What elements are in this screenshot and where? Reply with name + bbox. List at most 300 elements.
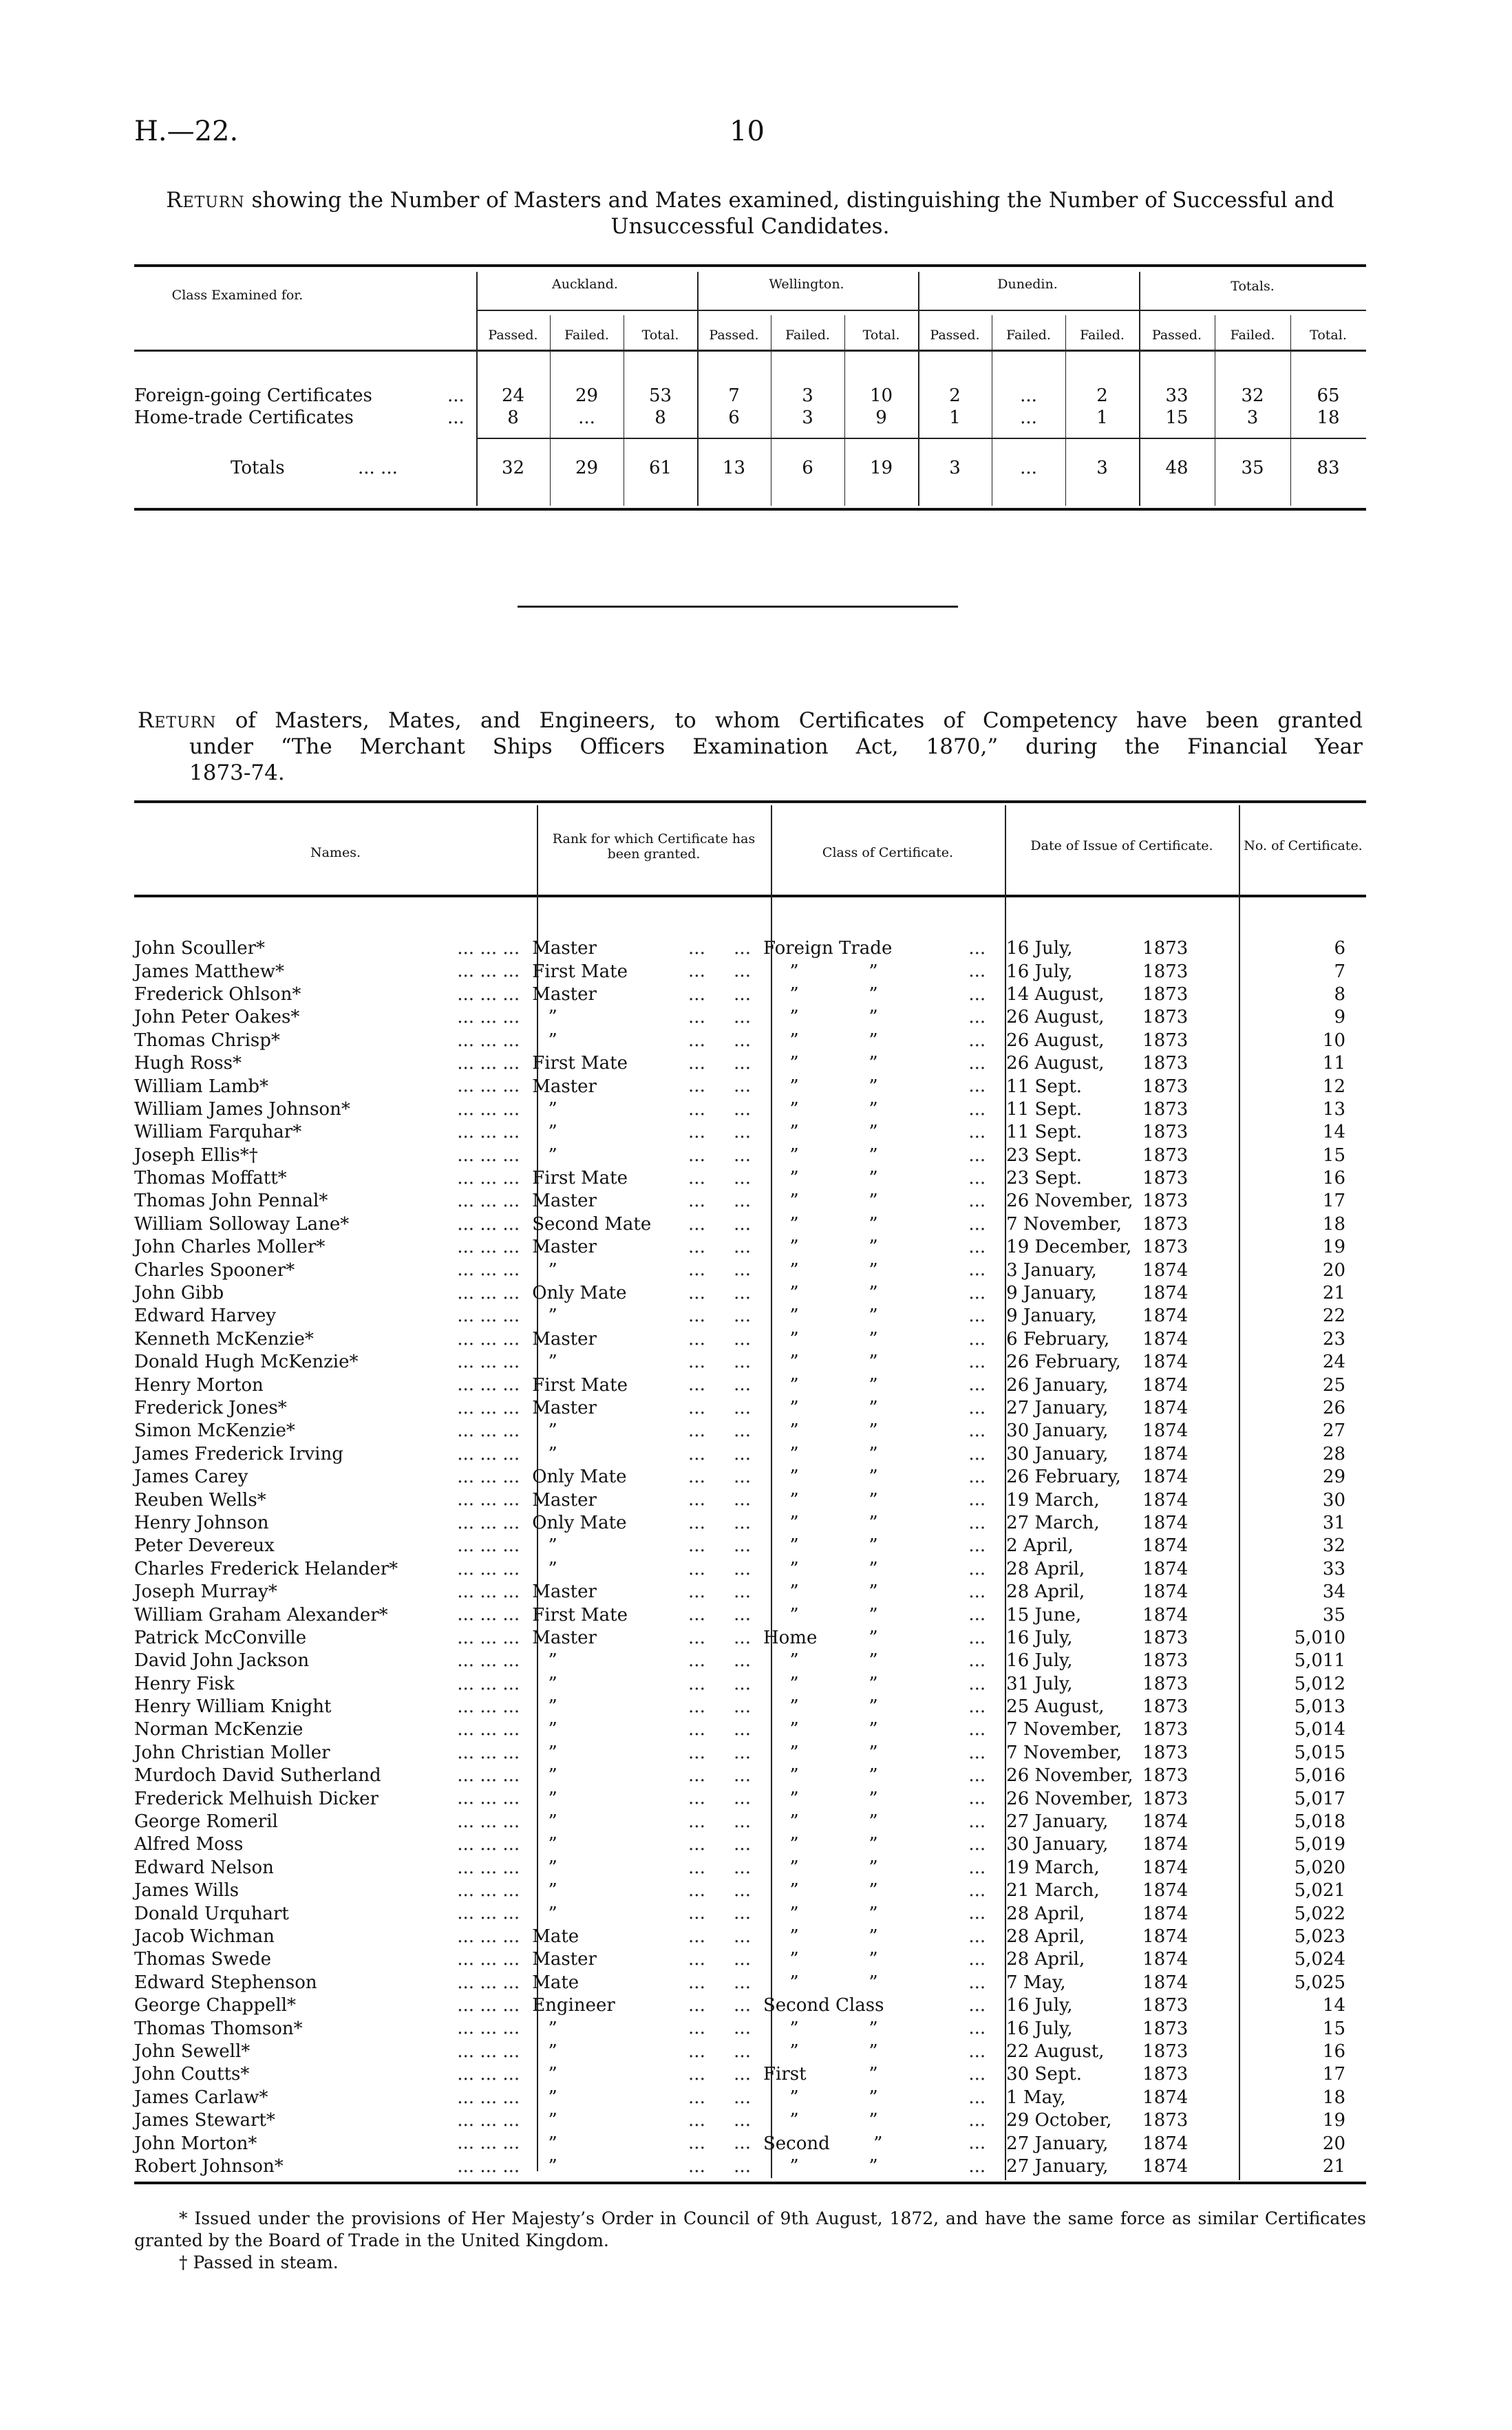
rank: Master: [532, 983, 597, 1005]
dot-leader: ... ... ...: [457, 1535, 520, 1557]
rank: ”: [548, 1696, 557, 1718]
cell-name: [134, 1972, 526, 1994]
issue-year: 1873: [1142, 2110, 1189, 2131]
table-cell: ...: [1020, 385, 1037, 406]
table-cell: 9: [875, 407, 887, 428]
rank: Master: [532, 1949, 597, 1970]
class-b: ”: [869, 1581, 878, 1603]
cell-certificate-no: 5,017: [1294, 1788, 1345, 1809]
cell-class: [758, 1121, 992, 1144]
issue-date: 19 December,: [1006, 1237, 1132, 1258]
dot-leader: ...: [968, 1076, 986, 1097]
class-b: ”: [869, 1489, 878, 1511]
dot-leader: ...: [968, 1673, 986, 1694]
table-cell: 1: [1096, 407, 1108, 428]
issue-year: 1874: [1142, 2087, 1189, 2108]
cell-rank: [526, 1466, 758, 1489]
cell-class: [758, 1696, 992, 1718]
person-name: Henry Johnson: [134, 1512, 269, 1533]
rank: Master: [532, 1627, 597, 1648]
issue-date: 1 May,: [1006, 2087, 1066, 2108]
issue-year: 1874: [1142, 1328, 1189, 1350]
cell-date: [992, 983, 1224, 1006]
cell-rank: [526, 1420, 758, 1442]
person-name: William James Johnson*: [134, 1098, 350, 1120]
cell-name: [134, 1765, 526, 1787]
class-b: ”: [869, 1213, 878, 1235]
cell-class: [758, 1603, 992, 1626]
cell-name: [134, 1351, 526, 1374]
dot-leader: ...: [968, 1443, 986, 1464]
class-b: ”: [869, 1949, 878, 1970]
table-cell: 7: [728, 385, 740, 406]
table-row: [134, 1581, 1366, 1603]
cell-name: [134, 1718, 526, 1741]
person-name: James Matthew*: [134, 961, 284, 982]
issue-date: 7 May,: [1006, 1972, 1066, 1993]
issue-year: 1873: [1142, 1053, 1189, 1074]
issue-year: 1874: [1142, 1880, 1189, 1901]
class-a: ”: [789, 2110, 799, 2131]
cell-rank: [526, 1902, 758, 1925]
dot-leader: ... ...: [688, 1305, 751, 1327]
issue-date: 31 July,: [1006, 1673, 1073, 1694]
person-name: Thomas John Pennal*: [134, 1191, 328, 1212]
rank: First Mate: [532, 961, 628, 982]
class-b: ”: [869, 1673, 878, 1694]
table-row: [134, 1098, 1366, 1121]
dot-leader: ... ...: [688, 1512, 751, 1533]
class-b: ”: [869, 1237, 878, 1258]
dot-leader: ... ...: [688, 1144, 751, 1166]
cell-certificate-no: 11: [1322, 1053, 1345, 1074]
dot-leader: ... ... ...: [457, 1880, 520, 1901]
dot-leader: ... ...: [688, 1788, 751, 1809]
dot-leader: ... ...: [688, 1650, 751, 1672]
cell-certificate-no: 19: [1322, 1237, 1345, 1258]
rank: Engineer: [532, 1995, 615, 2016]
document-series-code: H.—22.: [134, 116, 239, 147]
cell-date: [992, 1443, 1224, 1466]
cell-certificate-no: 27: [1322, 1420, 1345, 1442]
issue-year: 1873: [1142, 1627, 1189, 1648]
person-name: Donald Hugh McKenzie*: [134, 1352, 359, 1373]
return2-title: [138, 707, 1363, 786]
rank: ”: [548, 1857, 557, 1878]
cell-date: [992, 1833, 1224, 1856]
dot-leader: ... ...: [688, 1719, 751, 1740]
dot-leader: ...: [968, 1007, 986, 1028]
cell-rank: [526, 1603, 758, 1626]
cell-date: [992, 1558, 1224, 1581]
cell-class: [758, 1328, 992, 1351]
dot-leader: ...: [968, 1397, 986, 1418]
cell-date: [992, 2017, 1224, 2040]
person-name: Edward Harvey: [134, 1305, 277, 1327]
rank: ”: [548, 1811, 557, 1833]
table-row: [134, 960, 1366, 983]
issue-year: 1874: [1142, 1259, 1189, 1281]
cell-rank: [526, 1213, 758, 1236]
cell-certificate-no: 5,023: [1294, 1926, 1345, 1947]
cell-rank: [526, 1512, 758, 1535]
header-wellington: Wellington.: [769, 277, 844, 292]
cell-certificate-no: 14: [1322, 1122, 1345, 1143]
header-totals: Totals.: [1231, 279, 1275, 294]
cell-date: [992, 1351, 1224, 1374]
class-b: ”: [869, 1880, 878, 1901]
cell-class: [758, 1811, 992, 1833]
cell-certificate-no: 18: [1322, 1213, 1345, 1235]
cell-certificate-no: 5,013: [1294, 1696, 1345, 1718]
table-row: [134, 1627, 1366, 1650]
table-cell: ...: [1020, 407, 1037, 428]
dot-leader: ... ... ...: [457, 2155, 520, 2177]
dot-leader: ... ... ...: [457, 1788, 520, 1809]
class-a: Foreign Trade: [763, 938, 893, 959]
table2-top-rule: [134, 800, 1366, 803]
person-name: William Lamb*: [134, 1076, 269, 1097]
class-a: ”: [789, 1489, 799, 1511]
cell-date: [992, 1030, 1224, 1052]
footnote-asterisk: * Issued under the provisions of Her Majesty’s Order in Council of 9th August, 1872, and have the same force as similar Certificates granted by the Board of Trade in the United Kingdom.: [134, 2208, 1366, 2250]
issue-date: 19 March,: [1006, 1489, 1100, 1511]
table-cell: 1: [949, 407, 961, 428]
cell-class: [758, 1718, 992, 1741]
dot-leader: ...: [968, 961, 986, 982]
cell-rank: [526, 1075, 758, 1098]
dot-leader: ... ...: [688, 1972, 751, 1993]
dot-leader: ... ... ...: [457, 1030, 520, 1051]
dot-leader: ...: [968, 1420, 986, 1442]
dot-leader: ...: [968, 1512, 986, 1533]
rank: ”: [548, 1742, 557, 1763]
cell-class: [758, 1512, 992, 1535]
cell-rank: [526, 1282, 758, 1305]
dot-leader: ... ... ...: [457, 1122, 520, 1143]
table-cell: 33: [1165, 385, 1189, 406]
cell-name: [134, 1857, 526, 1879]
table-row: [134, 1305, 1366, 1328]
dot-leader: ... ... ...: [457, 1191, 520, 1212]
dot-leader: ... ...: [688, 1489, 751, 1511]
person-name: Henry William Knight: [134, 1696, 332, 1718]
header-class-examined: Class Examined for.: [171, 288, 304, 303]
class-b: ”: [869, 961, 878, 982]
table-cell: 8: [654, 407, 666, 428]
class-b: ”: [869, 1328, 878, 1350]
rank: Mate: [532, 1926, 579, 1947]
cell-certificate-no: 5,016: [1294, 1765, 1345, 1787]
rank: ”: [548, 1122, 557, 1143]
issue-date: 28 April,: [1006, 1926, 1085, 1947]
cell-rank: [526, 1742, 758, 1765]
dot-leader: ... ... ...: [457, 1673, 520, 1694]
class-a: ”: [789, 1467, 799, 1488]
cell-rank: [526, 1144, 758, 1167]
person-name: Charles Frederick Helander*: [134, 1558, 398, 1579]
row-label-home-trade: Home-trade Certificates: [134, 407, 354, 428]
cell-class: [758, 1926, 992, 1948]
class-b: ”: [869, 1398, 878, 1418]
cell-rank: [526, 2040, 758, 2063]
issue-date: 26 August,: [1006, 1007, 1105, 1028]
class-a: ”: [789, 1581, 799, 1603]
class-a: ”: [789, 1053, 799, 1074]
return1-title-lead: Return: [166, 188, 245, 213]
rank: ”: [548, 1098, 557, 1120]
cell-name: [134, 1558, 526, 1581]
cell-certificate-no: 5,020: [1294, 1857, 1345, 1878]
issue-year: 1873: [1142, 983, 1189, 1005]
class-b: ”: [869, 1742, 878, 1763]
issue-date: 26 November,: [1006, 1765, 1133, 1787]
cell-class: [758, 983, 992, 1006]
cell-class: [758, 1351, 992, 1374]
cell-rank: [526, 1236, 758, 1259]
cell-name: [134, 1742, 526, 1765]
person-name: Robert Johnson*: [134, 2155, 284, 2177]
class-a: ”: [789, 1949, 799, 1970]
class-a: Second: [763, 2133, 830, 2154]
person-name: George Chappell*: [134, 1995, 296, 2016]
cell-rank: [526, 1006, 758, 1029]
class-b: ”: [869, 1857, 878, 1878]
rank: ”: [548, 1420, 557, 1442]
class-a: ”: [789, 2040, 799, 2062]
issue-date: 14 August,: [1006, 983, 1105, 1005]
dot-leader: ...: [968, 1994, 986, 2016]
rank: First Mate: [532, 1168, 628, 1189]
rank: ”: [548, 2064, 557, 2085]
cell-certificate-no: 30: [1322, 1489, 1345, 1511]
cell-date: [992, 1305, 1224, 1328]
issue-date: 26 August,: [1006, 1030, 1105, 1051]
dot-leader: ... ...: [688, 1581, 751, 1602]
cell-rank: [526, 1972, 758, 1994]
cell-name: [134, 1236, 526, 1259]
person-name: John Sewell*: [134, 2040, 251, 2062]
subheader: Failed.: [564, 328, 609, 343]
dot-leader: ... ... ...: [457, 1213, 520, 1235]
issue-date: 26 November,: [1006, 1788, 1133, 1809]
issue-date: 16 July,: [1006, 1995, 1073, 2016]
dot-leader: ... ... ...: [457, 1972, 520, 1993]
dot-leader: ...: [968, 1282, 986, 1303]
issue-year: 1874: [1142, 2133, 1189, 2154]
cell-date: [992, 1742, 1224, 1765]
dot-leader: ... ... ...: [457, 1857, 520, 1878]
rank: ”: [548, 1030, 557, 1051]
class-b: ”: [869, 1627, 878, 1648]
dot-leader: ...: [968, 1696, 986, 1717]
cell-certificate-no: 34: [1322, 1581, 1345, 1603]
issue-date: 2 April,: [1006, 1535, 1074, 1557]
class-b: ”: [869, 2040, 878, 2062]
dot-leader: ...: [968, 1098, 986, 1120]
class-a: ”: [789, 1259, 799, 1281]
issue-date: 15 June,: [1006, 1604, 1082, 1626]
issue-year: 1873: [1142, 1765, 1189, 1787]
person-name: Kenneth McKenzie*: [134, 1328, 314, 1350]
dot-leader: ... ...: [688, 1834, 751, 1855]
cell-date: [992, 2040, 1224, 2063]
cell-date: [992, 960, 1224, 983]
cell-date: [992, 1121, 1224, 1144]
dot-leader: ... ... ...: [457, 961, 520, 982]
issue-date: 16 July,: [1006, 2018, 1073, 2039]
class-a: ”: [789, 1696, 799, 1718]
header-auckland: Auckland.: [552, 277, 618, 292]
dot-leader: ...: [968, 1834, 986, 1855]
person-name: Henry Fisk: [134, 1673, 235, 1694]
dot-leader: ...: [968, 1489, 986, 1511]
cell-rank: [526, 1581, 758, 1603]
dot-leader: ... ...: [688, 1535, 751, 1557]
issue-date: 26 February,: [1006, 1467, 1121, 1488]
issue-year: 1873: [1142, 1213, 1189, 1235]
issue-date: 26 November,: [1006, 1191, 1133, 1212]
cell-class: [758, 1535, 992, 1557]
issue-year: 1874: [1142, 1834, 1189, 1855]
issue-date: 7 November,: [1006, 1719, 1122, 1740]
person-name: Edward Nelson: [134, 1857, 274, 1878]
person-name: William Farquhar*: [134, 1122, 302, 1143]
rank: ”: [548, 2087, 557, 2108]
rank: First Mate: [532, 1053, 628, 1074]
class-b: ”: [869, 1788, 878, 1809]
person-name: Thomas Swede: [134, 1949, 271, 1970]
cell-name: [134, 1030, 526, 1052]
rank: ”: [548, 2040, 557, 2062]
cell-class: [758, 1489, 992, 1511]
person-name: Joseph Murray*: [134, 1581, 277, 1603]
cell-name: [134, 1787, 526, 1810]
dot-leader: ...: [968, 2040, 986, 2062]
dot-leader: ... ... ...: [457, 1627, 520, 1648]
class-a: ”: [789, 1352, 799, 1373]
cell-name: [134, 2132, 526, 2155]
cell-rank: [526, 2063, 758, 2086]
dot-leader: ...: [968, 1765, 986, 1787]
issue-year: 1874: [1142, 1857, 1189, 1878]
issue-date: 28 April,: [1006, 1949, 1085, 1970]
dot-leader: ... ...: [688, 1352, 751, 1373]
cell-rank: [526, 1121, 758, 1144]
cell-date: [992, 1190, 1224, 1213]
cell-certificate-no: 16: [1322, 2040, 1345, 2062]
dot-leader: ... ... ...: [457, 1696, 520, 1717]
class-a: ”: [789, 1030, 799, 1051]
class-a: ”: [789, 1305, 799, 1327]
cell-date: [992, 1879, 1224, 1902]
dot-leader: ... ...: [688, 1696, 751, 1717]
cell-name: [134, 1673, 526, 1696]
table-row: [134, 1236, 1366, 1259]
cell-rank: [526, 1030, 758, 1052]
table-row: [134, 1718, 1366, 1741]
dot-leader: ...: [968, 1167, 986, 1189]
issue-date: 6 February,: [1006, 1328, 1110, 1350]
person-name: Donald Urquhart: [134, 1903, 289, 1924]
rank: ”: [548, 2133, 557, 2154]
cell-class: [758, 1190, 992, 1213]
dot-leader: ...: [968, 2087, 986, 2108]
class-b: ”: [869, 1305, 878, 1327]
dot-leader: ...: [968, 1466, 986, 1487]
dot-leader: ... ... ...: [457, 2087, 520, 2108]
class-b: ”: [869, 1765, 878, 1787]
issue-year: 1873: [1142, 1696, 1189, 1718]
dot-leader: ... ...: [688, 1443, 751, 1464]
cell-date: [992, 1650, 1224, 1672]
cell-rank: [526, 1994, 758, 2017]
cell-date: [992, 1075, 1224, 1098]
dot-leader: ... ... ...: [457, 2064, 520, 2085]
class-a: ”: [789, 1788, 799, 1809]
rank: Only Mate: [532, 1467, 627, 1488]
table-row: [134, 1397, 1366, 1420]
issue-date: 19 March,: [1006, 1857, 1100, 1878]
rank: ”: [548, 1352, 557, 1373]
cell-class: [758, 1994, 992, 2017]
issue-year: 1873: [1142, 1995, 1189, 2016]
cell-certificate-no: 25: [1322, 1374, 1345, 1396]
class-a: ”: [789, 1191, 799, 1212]
cell-certificate-no: 5,021: [1294, 1880, 1345, 1901]
cell-rank: [526, 1696, 758, 1718]
group-underline: [476, 310, 1366, 311]
cell-date: [992, 1994, 1224, 2017]
dot-leader: ...: [968, 1857, 986, 1878]
cell-rank: [526, 1718, 758, 1741]
class-b: ”: [869, 1535, 878, 1557]
issue-year: 1874: [1142, 1903, 1189, 1924]
dot-leader: ... ...: [688, 1742, 751, 1763]
issue-year: 1873: [1142, 2064, 1189, 2085]
cell-name: [134, 2109, 526, 2132]
table-row: [134, 1259, 1366, 1281]
dot-leader: ... ... ...: [457, 1926, 520, 1947]
dot-leader: ...: [968, 1811, 986, 1832]
totals-cell: 13: [722, 458, 746, 478]
table-row: [134, 1167, 1366, 1190]
issue-year: 1874: [1142, 1420, 1189, 1442]
dot-leader: ... ...: [688, 2109, 751, 2131]
cell-class: [758, 2109, 992, 2132]
class-a: ”: [789, 1880, 799, 1901]
cell-class: [758, 2063, 992, 2086]
cell-certificate-no: 5,024: [1294, 1949, 1345, 1970]
cell-class: [758, 1144, 992, 1167]
dot-leader: ... ... ...: [457, 1558, 520, 1579]
class-a: ”: [789, 1834, 799, 1855]
table-row: [134, 2087, 1366, 2109]
class-a: ”: [789, 1558, 799, 1579]
cell-certificate-no: 5,012: [1294, 1673, 1345, 1694]
dot-leader: ...: [968, 938, 986, 959]
cell-rank: [526, 1833, 758, 1856]
table-row: [134, 1994, 1366, 2017]
header-date: Date of Issue of Certificate.: [1030, 838, 1213, 853]
class-b: ”: [869, 1168, 878, 1189]
table-row: [134, 1144, 1366, 1167]
class-a: ”: [789, 1650, 799, 1672]
dot-leader: ... ...: [688, 2018, 751, 2039]
cell-date: [992, 1236, 1224, 1259]
class-b: ”: [869, 2110, 878, 2131]
class-b: ”: [869, 1696, 878, 1718]
